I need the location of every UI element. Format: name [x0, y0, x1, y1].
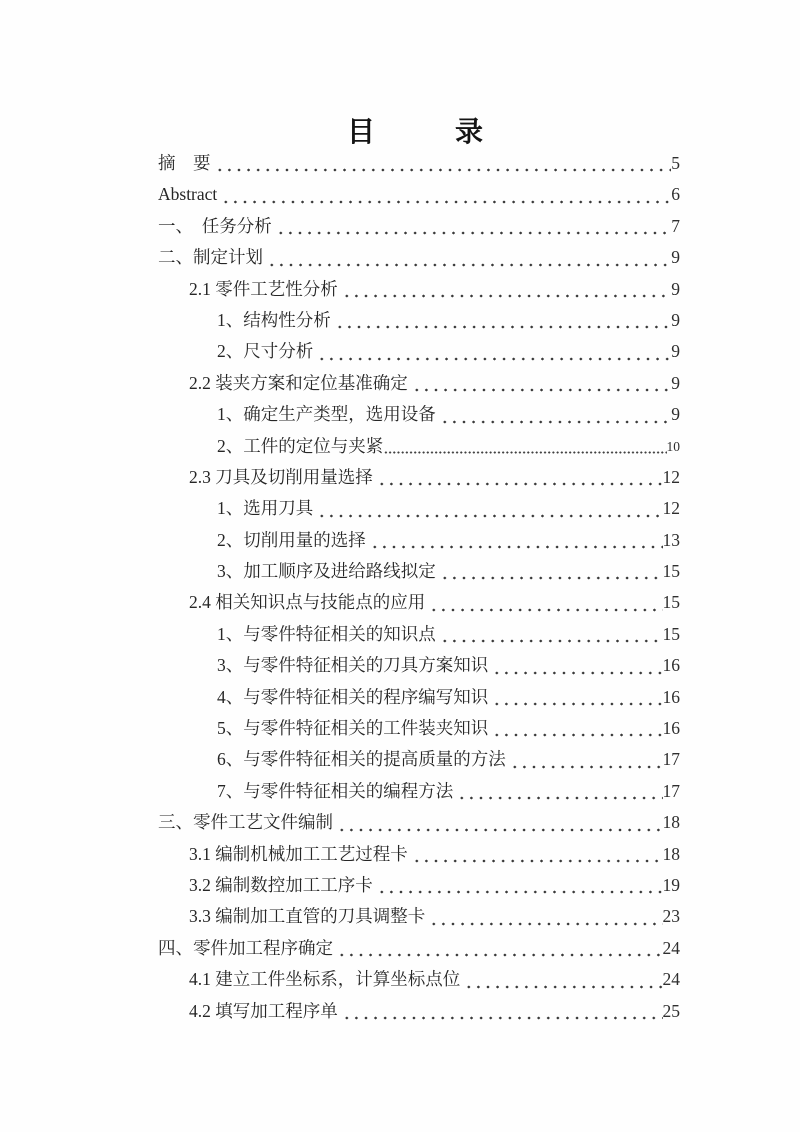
toc-leader-dots — [507, 744, 663, 775]
toc-leader-dots — [339, 274, 672, 305]
toc-page-number: 9 — [671, 404, 680, 425]
toc-leader-dots — [314, 493, 662, 524]
toc-entry-label: 6、与零件特征相关的提高质量的方法 — [217, 749, 506, 770]
toc-page-number: 24 — [662, 969, 680, 990]
toc-page-number: 15 — [662, 623, 680, 644]
toc-entry-label: 1、结构性分析 — [217, 309, 331, 330]
toc-page-number: 7 — [671, 215, 680, 236]
toc-leader-dots — [334, 807, 663, 838]
toc-leader-dots — [426, 901, 662, 932]
toc-entry — [158, 807, 680, 838]
toc-entry-label: 3.3 编制加工直管的刀具调整卡 — [189, 906, 426, 927]
toc-leader-dots — [314, 336, 671, 367]
toc-leader-dots — [332, 305, 672, 336]
toc-leader-dots — [218, 179, 671, 210]
toc-entry-label: Abstract — [158, 184, 218, 205]
toc-page-number: 19 — [662, 874, 680, 895]
toc-entry-label: 2、尺寸分析 — [217, 341, 314, 362]
toc-entry — [158, 242, 680, 273]
toc-page-number: 12 — [662, 498, 680, 519]
toc-entry-label: 2、切削用量的选择 — [217, 529, 366, 550]
toc-entry — [158, 933, 680, 964]
toc-entry-label: 4.2 填写加工程序单 — [189, 1000, 338, 1021]
toc-entry-label: 5、与零件特征相关的工件装夹知识 — [217, 718, 489, 739]
toc-entry — [158, 493, 680, 524]
toc-entry — [158, 901, 680, 932]
toc-entry — [158, 431, 680, 462]
toc-entry-label: 2.4 相关知识点与技能点的应用 — [189, 592, 426, 613]
toc-entry — [158, 462, 680, 493]
toc-entry-label: 3.1 编制机械加工工艺过程卡 — [189, 843, 408, 864]
toc-page-number: 6 — [671, 184, 680, 205]
toc-entry-label: 二、制定计划 — [158, 247, 263, 268]
toc-entry-label: 3、与零件特征相关的刀具方案知识 — [217, 655, 489, 676]
toc-page-number: 18 — [662, 812, 680, 833]
toc-page-number: 5 — [671, 153, 680, 173]
toc-entry — [158, 619, 680, 650]
toc-leader-dots — [454, 776, 662, 807]
toc-page-number: 16 — [662, 655, 680, 676]
toc-leader-dots — [264, 242, 671, 273]
toc-page-number: 23 — [662, 906, 680, 927]
toc-page-number: 9 — [671, 278, 680, 299]
toc-leader-dots — [212, 148, 672, 179]
toc-entry — [158, 964, 680, 995]
toc-leader-dots — [489, 713, 662, 744]
toc-entry — [158, 744, 680, 775]
toc-leader-dots — [437, 399, 672, 430]
toc-entry — [158, 776, 680, 807]
toc-entry — [158, 211, 680, 242]
toc-page-number: 15 — [662, 561, 680, 582]
toc-leader-dots — [489, 682, 662, 713]
toc-entry — [158, 525, 680, 556]
toc-page-number: 25 — [662, 1000, 680, 1021]
toc-page-number: 9 — [671, 341, 680, 362]
toc-leader-dots — [461, 964, 662, 995]
toc-title: 目 录 — [346, 116, 491, 147]
toc-leader-dots — [334, 933, 663, 964]
toc-entry — [158, 650, 680, 681]
toc-page-number: 9 — [671, 309, 680, 330]
toc-entry-label: 1、与零件特征相关的知识点 — [217, 623, 436, 644]
toc-entry-label: 一、 任务分析 — [158, 215, 272, 236]
toc-leader-dots — [339, 996, 663, 1027]
toc-entry — [158, 682, 680, 713]
toc-leader-dots — [437, 556, 663, 587]
toc-entry — [158, 274, 680, 305]
toc-page-number: 9 — [671, 372, 680, 393]
toc-entry — [158, 587, 680, 618]
toc-leader-dots — [437, 619, 663, 650]
toc-entry-label: 2.3 刀具及切削用量选择 — [189, 466, 373, 487]
toc-page-number: 24 — [662, 937, 680, 958]
toc-entry-label: 3.2 编制数控加工工序卡 — [189, 874, 373, 895]
toc-page-number: 15 — [662, 592, 680, 613]
toc-entry-label: 4、与零件特征相关的程序编写知识 — [217, 686, 489, 707]
toc-leader-dots — [426, 587, 662, 618]
toc-entry-label: 3、加工顺序及进给路线拟定 — [217, 561, 436, 582]
toc-leader-dots — [374, 462, 663, 493]
toc-page-number: 16 — [662, 718, 680, 739]
toc-entry-label: 7、与零件特征相关的编程方法 — [217, 780, 454, 801]
toc-entry-label: 2.2 装夹方案和定位基准确定 — [189, 372, 408, 393]
toc-leader-dots — [409, 368, 672, 399]
toc-entry — [158, 368, 680, 399]
toc-entry — [158, 996, 680, 1027]
toc-entry — [158, 713, 680, 744]
toc-page-number: 13 — [662, 529, 680, 550]
toc-leader-dots — [273, 211, 672, 242]
toc-entry-label: 1、确定生产类型，选用设备 — [217, 404, 436, 425]
toc-entry-label: 2、工件的定位与夹紧 — [217, 435, 384, 456]
toc-page-number: 18 — [662, 843, 680, 864]
toc-page-number: 12 — [662, 466, 680, 487]
toc-entry — [158, 305, 680, 336]
toc-entry — [158, 179, 680, 210]
toc-leader-dots — [409, 839, 663, 870]
toc-leader-dots — [367, 525, 663, 556]
toc-page-number: 10 — [666, 438, 680, 454]
toc-entry-label: 三、零件工艺文件编制 — [158, 812, 333, 833]
toc-list — [158, 148, 680, 1027]
toc-entry-label: 四、零件加工程序确定 — [158, 937, 333, 958]
toc-entry-label: 摘 要 — [158, 153, 211, 173]
toc-entry-label: 1、选用刀具 — [217, 498, 314, 519]
toc-leader-dots — [489, 650, 662, 681]
toc-page-number: 17 — [662, 780, 680, 801]
toc-page-number: 17 — [662, 749, 680, 770]
toc-entry — [158, 870, 680, 901]
toc-leader-dots — [374, 870, 663, 901]
toc-entry — [158, 336, 680, 367]
toc-leader-dots — [384, 431, 666, 462]
toc-entry — [158, 399, 680, 430]
toc-entry — [158, 556, 680, 587]
toc-page-number: 16 — [662, 686, 680, 707]
toc-entry-label: 2.1 零件工艺性分析 — [189, 278, 338, 299]
toc-page-number: 9 — [671, 247, 680, 268]
toc-entry — [158, 148, 680, 179]
toc-entry — [158, 839, 680, 870]
toc-entry-label: 4.1 建立工件坐标系，计算坐标点位 — [189, 969, 461, 990]
